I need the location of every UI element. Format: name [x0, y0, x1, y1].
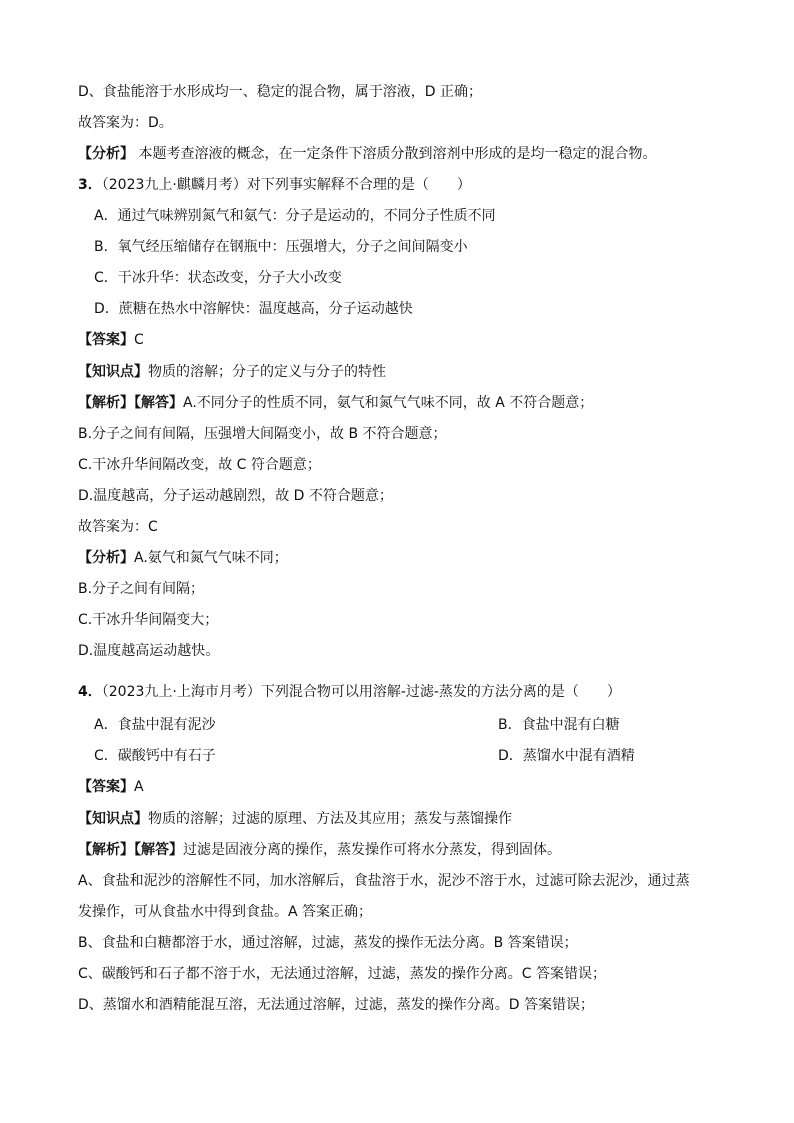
option-row	[94, 746, 724, 766]
question-stem-text: （2023九上·上海市月考）下列混合物可以用溶解-过滤-蒸发的方法分离的是（ ）	[101, 684, 621, 700]
text-line: D、食盐能溶于水形成均一、稳定的混合物，属于溶液，D 正确；	[78, 84, 483, 100]
option-row	[94, 715, 724, 735]
explanation-line: D.温度越高，分子运动越剧烈，故 D 不符合题意；	[78, 488, 393, 504]
answer-value: A	[134, 779, 144, 795]
question-number: 4．	[78, 684, 102, 700]
explanation-line: 发操作，可从食盐水中得到食盐。A 答案正确；	[78, 904, 373, 920]
answer-value: C	[134, 332, 144, 348]
question-number: 3．	[78, 177, 102, 193]
explanation-line: C、碳酸钙和石子都不溶于水，无法通过溶解，过滤，蒸发的操作分离。C 答案错误；	[78, 966, 606, 982]
knowledge-point-text: 物质的溶解；分子的定义与分子的特性	[148, 364, 386, 380]
option-b: B．食盐中混有白糖	[498, 717, 620, 733]
option-d: D．蒸馏水中混有酒精	[498, 748, 635, 764]
analysis-text: 本题考查溶液的概念，在一定条件下溶质分散到溶剂中形成的是均一稳定的混合物。	[134, 146, 657, 162]
answer-line	[78, 777, 724, 797]
option-b: B．氧气经压缩储存在钢瓶中：压强增大，分子之间间隔变小	[94, 239, 468, 255]
explanation-line	[78, 840, 724, 860]
knowledge-point-line	[78, 809, 724, 829]
knowledge-point-text: 物质的溶解；过滤的原理、方法及其应用；蒸发与蒸馏操作	[148, 811, 512, 827]
explanation-line: D、蒸馏水和酒精能混互溶，无法通过溶解，过滤，蒸发的操作分离。D 答案错误；	[78, 997, 595, 1013]
option-a: A．通过气味辨别氮气和氨气：分子是运动的，不同分子性质不同	[94, 208, 496, 224]
answer-line	[78, 330, 724, 350]
option-d: D．蔗糖在热水中溶解快：温度越高，分子运动越快	[94, 301, 413, 317]
explanation-line: B、食盐和白糖都溶于水，通过溶解，过滤，蒸发的操作无法分离。B 答案错误；	[78, 935, 578, 951]
question-stem-text: （2023九上·麒麟月考）对下列事实解释不合理的是（ ）	[101, 177, 471, 193]
explanation-line: C.干冰升华间隔改变，故 C 符合题意；	[78, 457, 321, 473]
analysis-line	[78, 548, 724, 568]
explanation-line: 故答案为：C	[78, 519, 158, 535]
analysis-tag: 【分析】	[78, 550, 134, 566]
question-3-stem	[78, 175, 724, 195]
analysis-tag: 【分析】	[78, 146, 134, 162]
answer-tag: 【答案】	[78, 332, 134, 348]
question-4-stem	[78, 682, 724, 702]
option-c: C．干冰升华：状态改变，分子大小改变	[94, 270, 342, 286]
explanation-tag: 【解析】【解答】	[78, 842, 183, 858]
analysis-line	[78, 144, 724, 164]
analysis-line: C.干冰升华间隔变大；	[78, 612, 219, 628]
explanation-text: 过滤是固液分离的操作，蒸发操作可将水分蒸发，得到固体。	[183, 842, 561, 858]
knowledge-point-tag: 【知识点】	[78, 364, 148, 380]
text-line: 故答案为：D。	[78, 115, 173, 131]
explanation-line: A、食盐和泥沙的溶解性不同，加水溶解后，食盐溶于水，泥沙不溶于水，过滤可除去泥沙，通过蒸	[78, 873, 690, 889]
knowledge-point-tag: 【知识点】	[78, 811, 148, 827]
analysis-text: A.氨气和氮气气味不同；	[134, 550, 288, 566]
explanation-text: A.不同分子的性质不同，氨气和氮气气味不同，故 A 不符合题意；	[183, 395, 594, 411]
knowledge-point-line	[78, 362, 724, 382]
explanation-line: B.分子之间有间隔，压强增大间隔变小，故 B 不符合题意；	[78, 426, 447, 442]
explanation-tag: 【解析】【解答】	[78, 395, 183, 411]
option-c: C．碳酸钙中有石子	[94, 748, 216, 764]
analysis-line: B.分子之间有间隔；	[78, 581, 205, 597]
analysis-line: D.温度越高运动越快。	[78, 643, 220, 659]
option-a: A．食盐中混有泥沙	[94, 717, 216, 733]
answer-tag: 【答案】	[78, 779, 134, 795]
explanation-line	[78, 393, 724, 413]
